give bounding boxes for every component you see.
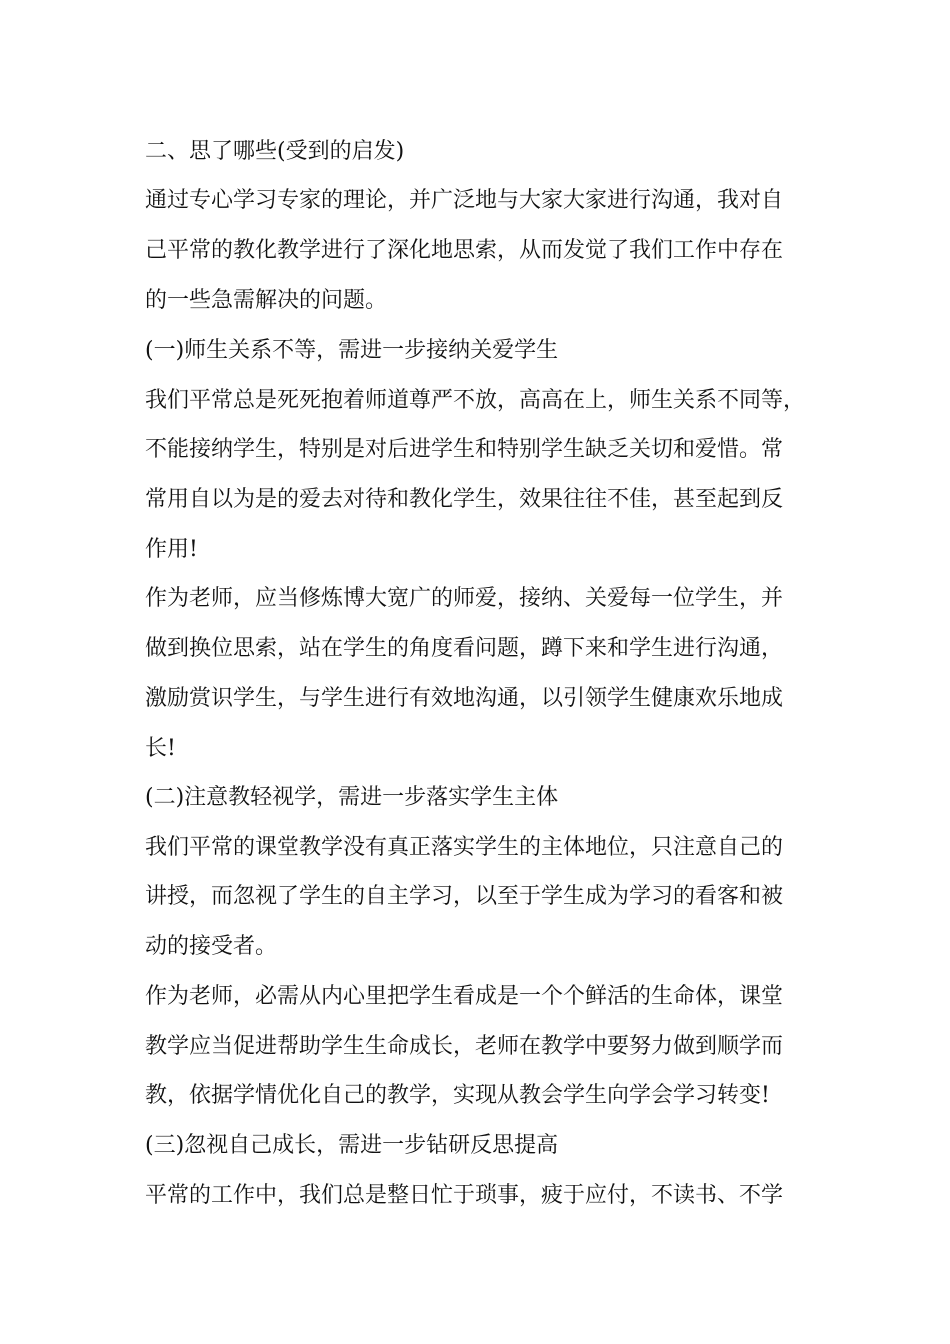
paragraph-line: 教，依据学情优化自己的教学，实现从教会学生向学会学习转变! bbox=[145, 1083, 770, 1108]
paragraph-line: 通过专心学习专家的理论，并广泛地与大家大家进行沟通，我对自 bbox=[145, 188, 784, 213]
paragraph-line: 动的接受者。 bbox=[145, 934, 278, 959]
paragraph-line: 激励赏识学生，与学生进行有效地沟通，以引领学生健康欢乐地成 bbox=[145, 686, 784, 711]
paragraph-line: 作为老师，必需从内心里把学生看成是一个个鲜活的生命体，课堂 bbox=[145, 984, 784, 1009]
paragraph-line: 己平常的教化教学进行了深化地思索，从而发觉了我们工作中存在 bbox=[145, 238, 784, 263]
subsection-heading: (三)忽视自己成长，需进一步钻研反思提高 bbox=[145, 1133, 559, 1158]
paragraph-line: 的一些急需解决的问题。 bbox=[145, 288, 388, 313]
subsection-heading: (一)师生关系不等，需进一步接纳关爱学生 bbox=[145, 338, 559, 363]
subsection-heading: (二)注意教轻视学，需进一步落实学生主体 bbox=[145, 785, 559, 810]
paragraph-line: 我们平常的课堂教学没有真正落实学生的主体地位，只注意自己的 bbox=[145, 835, 784, 860]
paragraph-line: 长! bbox=[145, 736, 176, 761]
paragraph-line: 平常的工作中，我们总是整日忙于琐事，疲于应付，不读书、不学 bbox=[145, 1183, 784, 1208]
section-heading: 二、思了哪些(受到的启发) bbox=[145, 139, 405, 164]
paragraph-line: 常用自以为是的爱去对待和教化学生，效果往往不佳，甚至起到反 bbox=[145, 487, 784, 512]
paragraph-line: 做到换位思索，站在学生的角度看问题，蹲下来和学生进行沟通， bbox=[145, 636, 784, 661]
paragraph-line: 作为老师，应当修炼博大宽广的师爱，接纳、关爱每一位学生，并 bbox=[145, 586, 784, 611]
paragraph-line: 我们平常总是死死抱着师道尊严不放，高高在上，师生关系不同等， bbox=[145, 388, 806, 413]
paragraph-line: 教学应当促进帮助学生生命成长，老师在教学中要努力做到顺学而 bbox=[145, 1034, 784, 1059]
paragraph-line: 讲授，而忽视了学生的自主学习，以至于学生成为学习的看客和被 bbox=[145, 884, 784, 909]
paragraph-line: 作用! bbox=[145, 537, 198, 562]
paragraph-line: 不能接纳学生，特别是对后进学生和特别学生缺乏关切和爱惜。常 bbox=[145, 437, 784, 462]
